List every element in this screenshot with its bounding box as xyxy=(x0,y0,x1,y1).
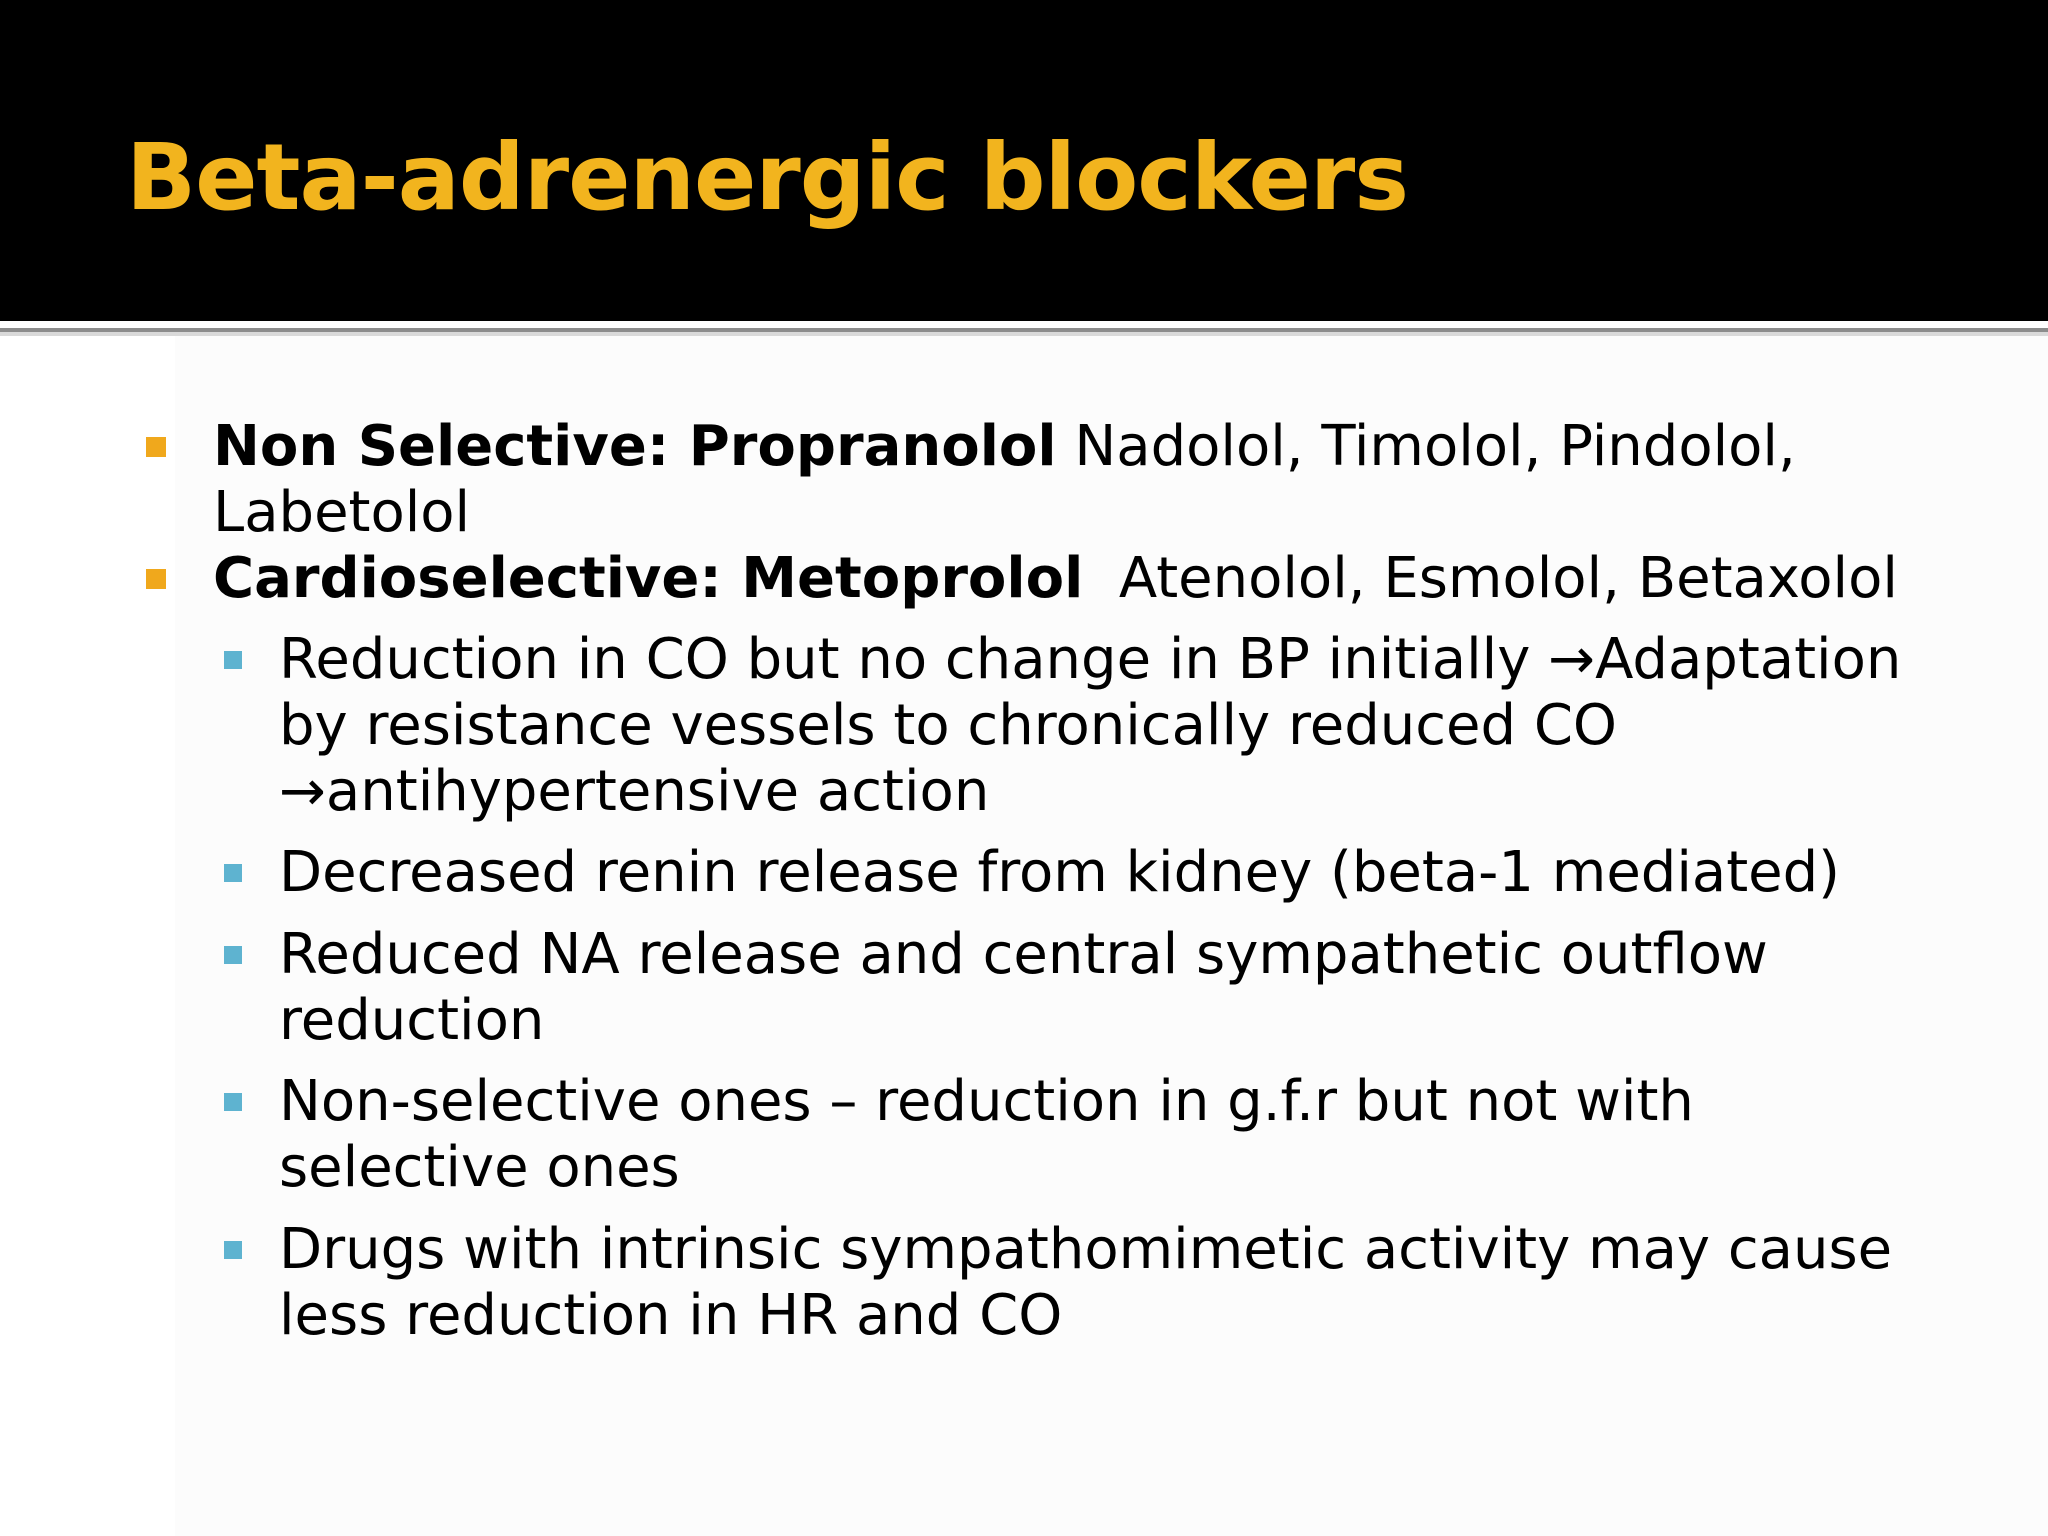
level1-bullet-marker xyxy=(146,569,166,589)
level2-bullet-marker xyxy=(224,864,242,882)
sub-bullet-gfr: Non-selective ones – reduction in g.f.r but not with selective ones xyxy=(279,1069,1694,1200)
bullet-label: Non Selective: Propranolol xyxy=(213,414,1057,479)
level2-bullet-marker xyxy=(224,651,242,669)
level2-bullet-marker xyxy=(224,1241,242,1259)
sub-bullet-isa: Drugs with intrinsic sympathomimetic activity may cause less reduction in HR and CO xyxy=(279,1217,1893,1348)
level2-bullet-marker xyxy=(224,946,242,964)
bullet-text: Nadolol, Timolol, Pindolol, Labetolol xyxy=(213,414,1796,545)
level1-bullet-marker xyxy=(146,437,166,457)
level2-bullet-marker xyxy=(224,1093,242,1111)
slide-title: Beta-adrenergic blockers xyxy=(126,124,1409,231)
bullet-text: Atenolol, Esmolol, Betaxolol xyxy=(1083,546,1898,611)
sub-bullet-renin: Decreased renin release from kidney (beta-1 mediated) xyxy=(279,840,1841,905)
bullet-cardioselective xyxy=(213,546,1913,612)
bullet-non-selective xyxy=(213,414,1813,546)
bullet-label: Cardioselective: Metoprolol xyxy=(213,546,1084,611)
title-bar xyxy=(0,0,2048,321)
sub-bullet-reduction-co: Reduction in CO but no change in BP initially →Adaptation by resistance vessels to chronically reduced CO →antihypertensive action xyxy=(279,627,1902,824)
sub-bullet-na-release: Reduced NA release and central sympathetic outflow reduction xyxy=(279,922,1768,1053)
